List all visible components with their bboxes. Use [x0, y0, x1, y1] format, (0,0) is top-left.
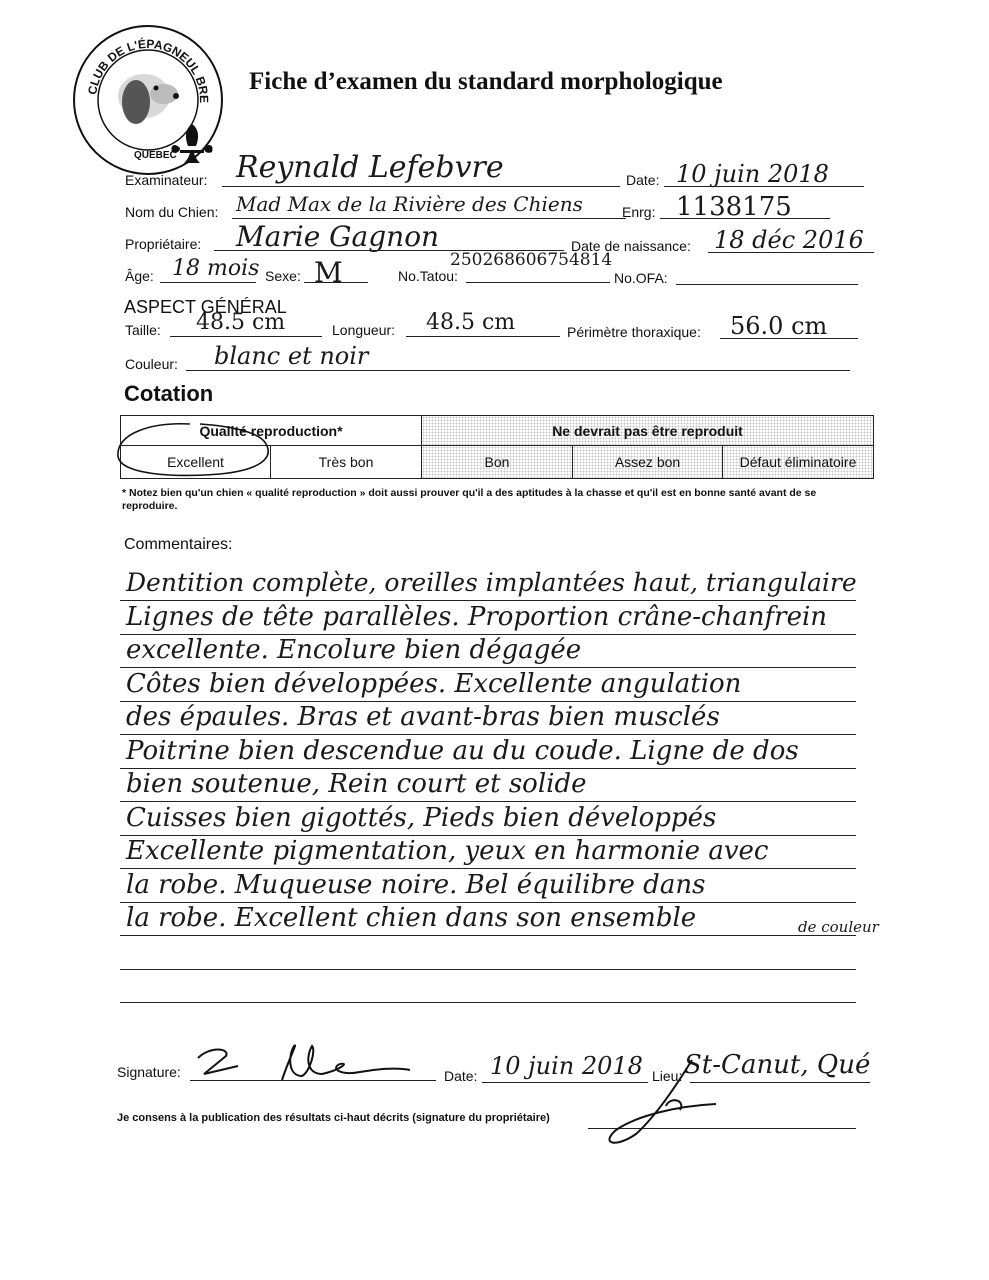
- age-line: [160, 282, 256, 283]
- tatou-label: No.Tatou:: [398, 268, 458, 284]
- longueur-value[interactable]: 48.5 cm: [426, 310, 516, 335]
- tatou-line: [466, 282, 610, 283]
- longueur-line: [406, 336, 560, 337]
- comment-line-text[interactable]: Poitrine bien descendue au du coude. Ligne de dos: [126, 736, 799, 766]
- examinateur-line: [222, 186, 620, 187]
- form-title: Fiche d’examen du standard morphologique: [249, 68, 723, 95]
- option-assez-bon[interactable]: Assez bon: [573, 446, 723, 478]
- nom-chien-line: [232, 218, 626, 219]
- tatou-value[interactable]: 250268606754814: [450, 250, 613, 270]
- selection-circle-mark: [110, 412, 280, 484]
- comment-superscript: de couleur: [798, 918, 879, 936]
- perimetre-label: Périmètre thoraxique:: [567, 324, 701, 340]
- aspect-heading: ASPECT GÉNÉRAL: [124, 297, 287, 317]
- footer-date-label: Date:: [444, 1068, 478, 1084]
- comment-rule-line: [120, 969, 856, 970]
- comment-line-text[interactable]: Cuisses bien gigottés, Pieds bien développés: [126, 803, 717, 833]
- nom-chien-label: Nom du Chien:: [125, 204, 219, 220]
- sexe-value[interactable]: M: [314, 256, 343, 289]
- lieu-label: Lieu:: [652, 1068, 683, 1084]
- taille-label: Taille:: [125, 322, 161, 338]
- comment-line-text[interactable]: Excellente pigmentation, yeux en harmonie avec: [126, 836, 769, 866]
- svg-text:QUÉBEC: QUÉBEC: [134, 150, 177, 161]
- taille-value[interactable]: 48.5 cm: [196, 310, 286, 335]
- examinateur-value[interactable]: Reynald Lefebvre: [236, 150, 504, 185]
- commentaires-label: Commentaires:: [124, 536, 233, 553]
- option-bon[interactable]: Bon: [422, 446, 573, 478]
- comment-line-text[interactable]: excellente. Encolure bien dégagée: [126, 635, 582, 665]
- perimetre-value[interactable]: 56.0 cm: [730, 312, 828, 340]
- lieu-value[interactable]: St-Canut, Qué: [684, 1050, 871, 1080]
- footer-date-value[interactable]: 10 juin 2018: [490, 1052, 643, 1080]
- option-defaut-eliminatoire[interactable]: Défaut éliminatoire: [723, 446, 873, 478]
- ofa-label: No.OFA:: [614, 270, 668, 286]
- option-tres-bon[interactable]: Très bon: [271, 446, 422, 478]
- couleur-label: Couleur:: [125, 356, 178, 372]
- comment-rule-line: [120, 734, 856, 735]
- age-label: Âge:: [125, 268, 154, 284]
- naissance-value[interactable]: 18 déc 2016: [714, 226, 864, 254]
- owner-signature: [596, 1056, 736, 1156]
- comment-rule-line: [120, 868, 856, 869]
- comment-line-text[interactable]: la robe. Muqueuse noire. Bel équilibre dans: [126, 870, 706, 900]
- comment-line-text[interactable]: Dentition complète, oreilles implantées haut, triangulaire: [126, 568, 857, 597]
- examiner-signature: [190, 1036, 420, 1086]
- enrg-value[interactable]: 1138175: [676, 192, 792, 222]
- date-value[interactable]: 10 juin 2018: [676, 160, 829, 188]
- sexe-label: Sexe:: [265, 268, 301, 284]
- taille-line: [170, 336, 322, 337]
- club-logo-seal: [72, 24, 224, 176]
- couleur-line: [186, 370, 850, 371]
- naissance-label: Date de naissance:: [571, 238, 691, 254]
- proprietaire-value[interactable]: Marie Gagnon: [236, 220, 440, 253]
- comment-line-text[interactable]: des épaules. Bras et avant-bras bien musclés: [126, 702, 720, 732]
- proprietaire-label: Propriétaire:: [125, 236, 202, 252]
- svg-text:CLUB DE L'ÉPAGNEUL BRETON INC.: CLUB DE L'ÉPAGNEUL BRE: [85, 36, 212, 104]
- comment-rule-line: [120, 801, 856, 802]
- option-excellent[interactable]: Excellent: [121, 446, 271, 478]
- signature-label: Signature:: [117, 1064, 181, 1080]
- examinateur-label: Examinateur:: [125, 172, 208, 188]
- comment-line-text[interactable]: la robe. Excellent chien dans son ensemble: [126, 903, 697, 933]
- cotation-heading: Cotation: [124, 381, 214, 406]
- ofa-line: [676, 284, 858, 285]
- enrg-label: Enrg:: [622, 204, 656, 220]
- age-value[interactable]: 18 mois: [172, 256, 260, 281]
- nom-chien-value[interactable]: Mad Max de la Rivière des Chiens: [236, 192, 583, 216]
- cotation-note: * Notez bien qu'un chien « qualité reproduction » doit aussi prouver qu'il a des aptitudes à la chasse et qu'il est en bonne santé avant de se reproduire.: [122, 487, 817, 512]
- group-qualite-reproduction: Qualité reproduction*: [121, 416, 422, 446]
- group-non-reproduit: Ne devrait pas être reproduit: [422, 416, 873, 446]
- consent-text: Je consens à la publication des résultats ci-haut décrits (signature du propriétaire): [117, 1112, 550, 1124]
- longueur-label: Longueur:: [332, 322, 396, 338]
- comment-line-text[interactable]: bien soutenue, Rein court et solide: [126, 769, 587, 799]
- comment-rule-line: [120, 1002, 856, 1003]
- comment-rule-line: [120, 600, 856, 601]
- couleur-value[interactable]: blanc et noir: [214, 342, 369, 370]
- date-label: Date:: [626, 172, 660, 188]
- comment-rule-line: [120, 667, 856, 668]
- comment-rule-line: [120, 935, 856, 936]
- comment-line-text[interactable]: Lignes de tête parallèles. Proportion crâne-chanfrein: [126, 602, 828, 632]
- comment-line-text[interactable]: Côtes bien développées. Excellente angulation: [126, 669, 742, 699]
